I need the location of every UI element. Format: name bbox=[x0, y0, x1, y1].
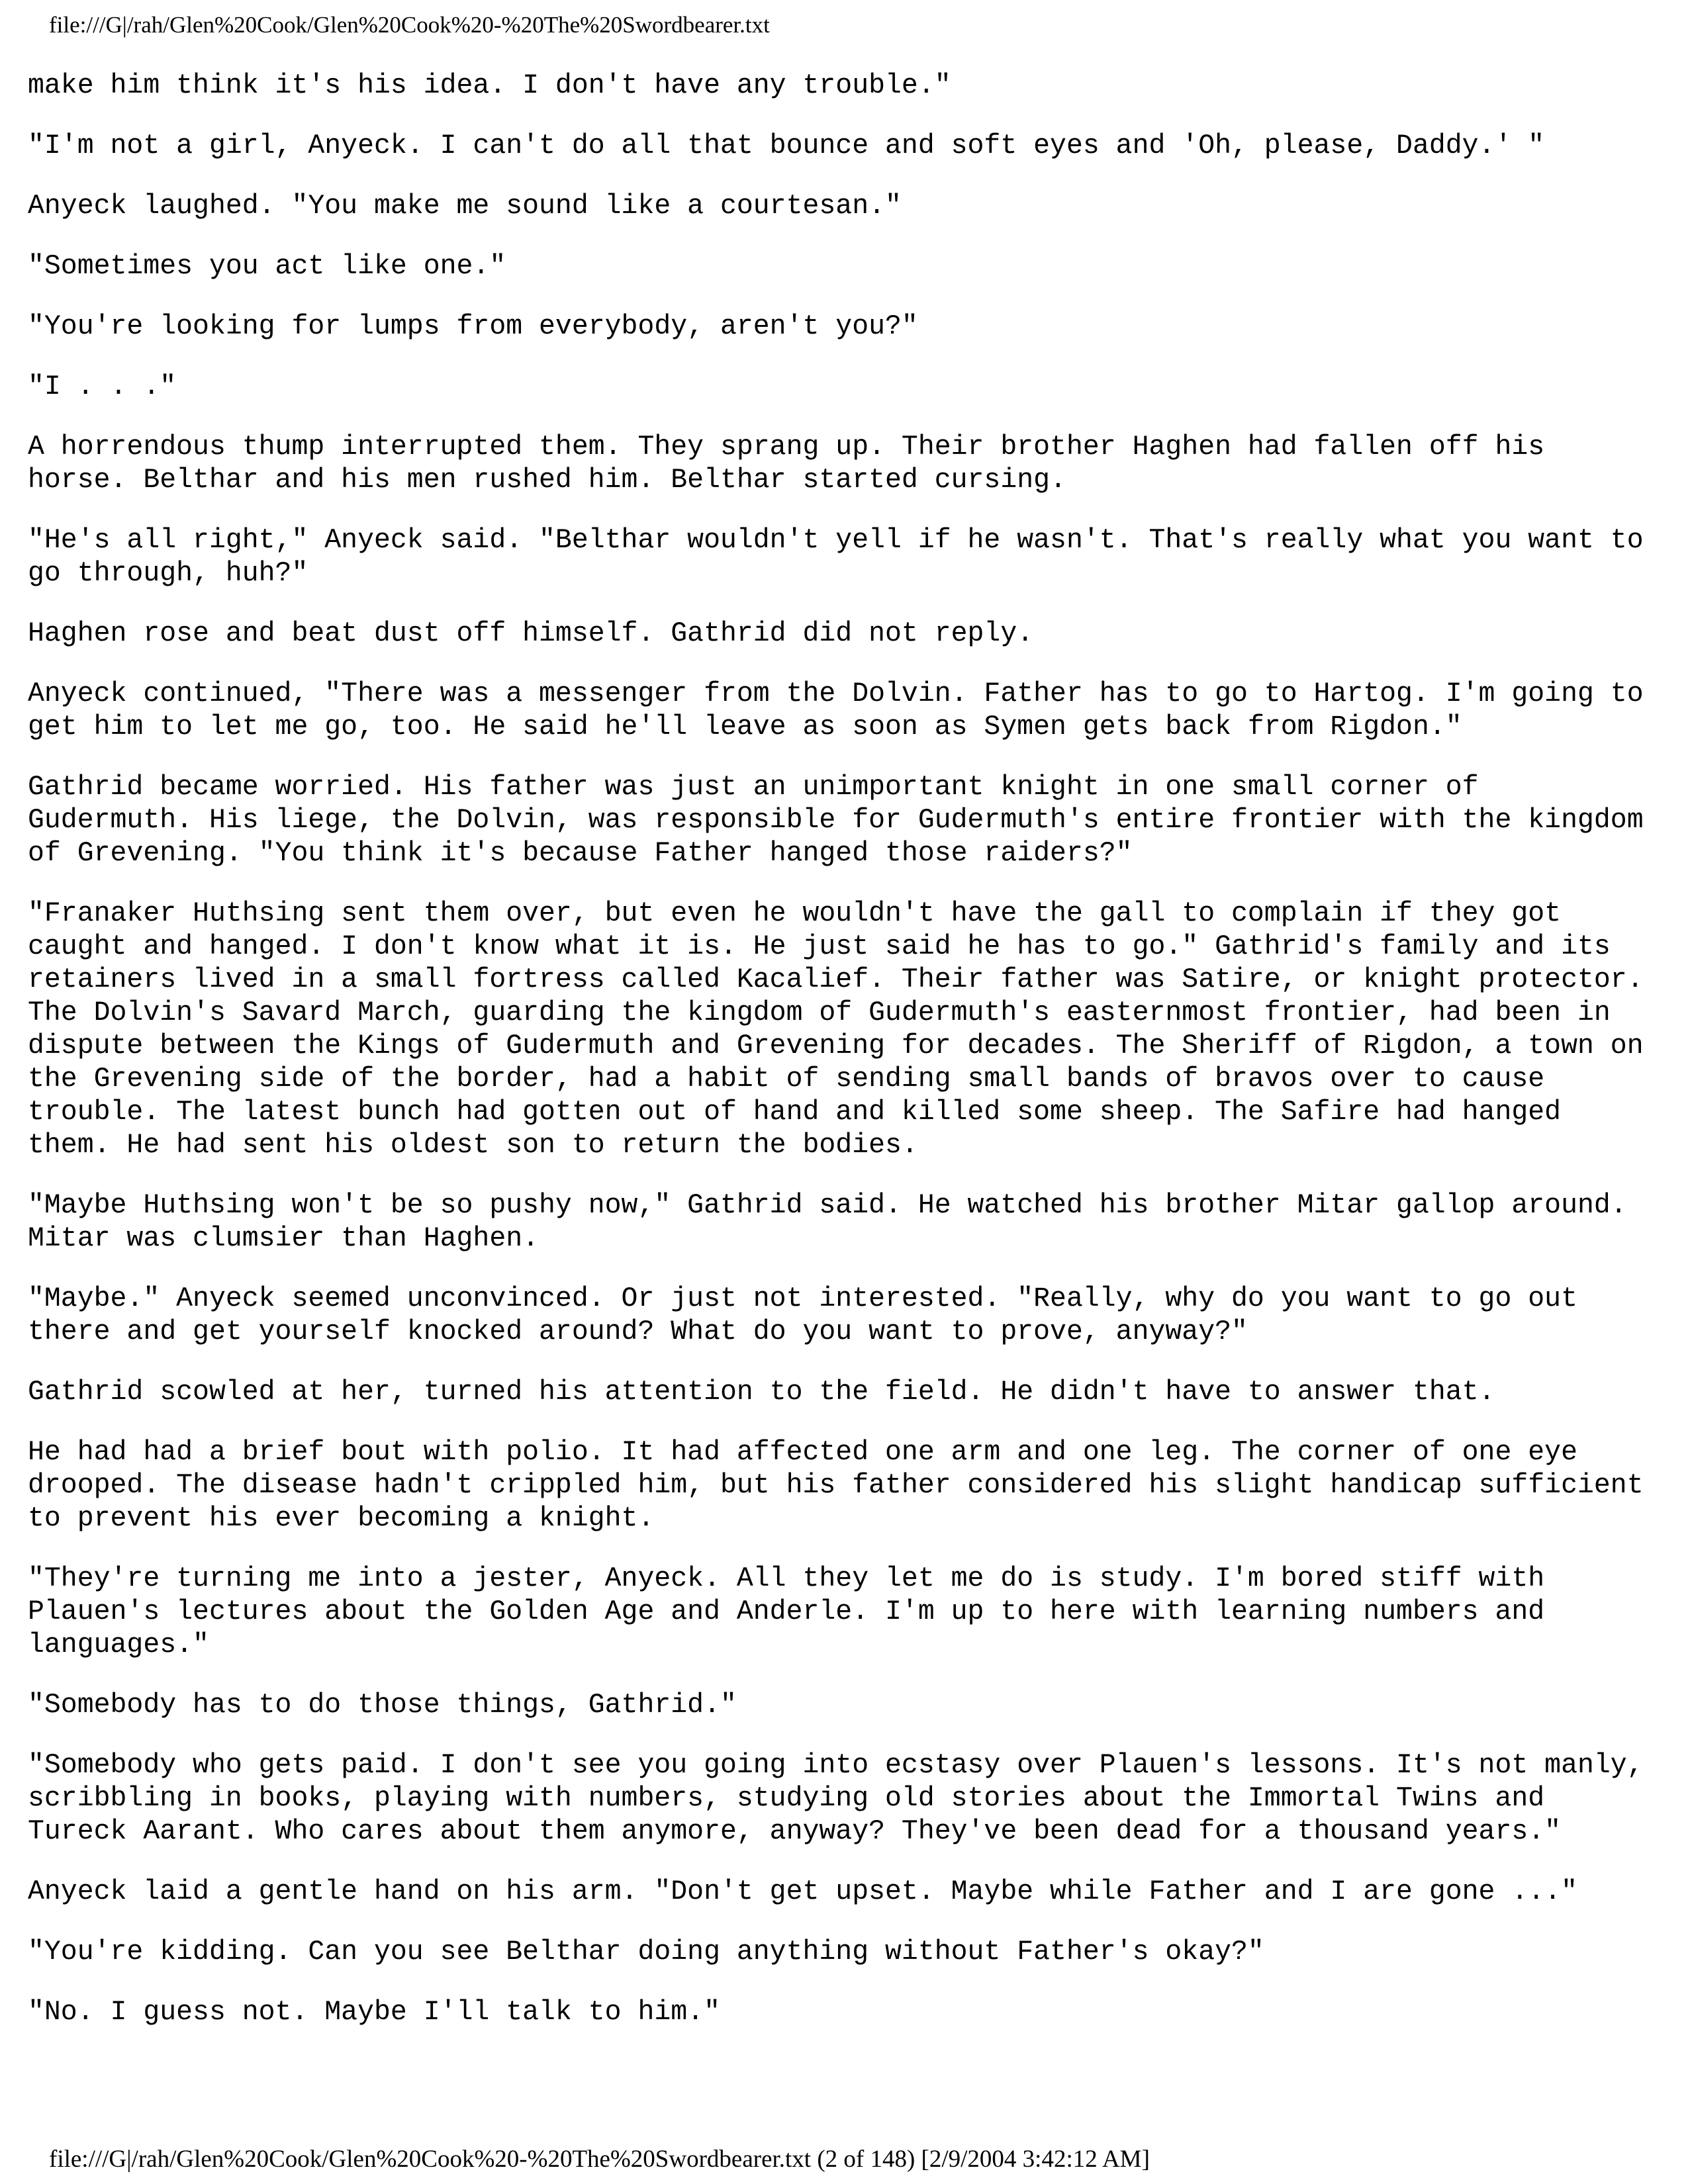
paragraph: "Somebody who gets paid. I don't see you going into ecstasy over Plauen's lessons. It's not manly, scribbling in books, playing with numbers, studying old stories about the Immortal Twins and Tureck Aarant. Who cares about them anymore, anyway? They've been dead for a thousand years." bbox=[28, 1750, 1644, 1847]
page-footer-url: file:///G|/rah/Glen%20Cook/Glen%20Cook%20-%20The%20Swordbearer.txt (2 of 148) [2/9/2004 3:42:12 AM] bbox=[49, 2146, 1150, 2173]
paragraph: Anyeck laughed. "You make me sound like a courtesan." bbox=[28, 191, 902, 222]
paragraph: "You're looking for lumps from everybody, aren't you?" bbox=[28, 311, 918, 342]
paragraph: "No. I guess not. Maybe I'll talk to him." bbox=[28, 1997, 720, 2028]
paragraph: A horrendous thump interrupted them. They sprang up. Their brother Haghen had fallen off his horse. Belthar and his men rushed him. Belthar started cursing. bbox=[28, 432, 1545, 496]
paragraph: "I'm not a girl, Anyeck. I can't do all that bounce and soft eyes and 'Oh, please, Daddy.' " bbox=[28, 130, 1545, 161]
paragraph: Anyeck laid a gentle hand on his arm. "Don't get upset. Maybe while Father and I are gone ..." bbox=[28, 1876, 1577, 1907]
paragraph: Gathrid became worried. His father was just an unimportant knight in one small corner of Gudermuth. His liege, the Dolvin, was responsible for Gudermuth's entire frontier with the kingdom of Grevening. "You think it's because Father hanged those raiders?" bbox=[28, 772, 1644, 869]
paragraph: make him think it's his idea. I don't have any trouble." bbox=[28, 70, 951, 101]
paragraph: "Maybe Huthsing won't be so pushy now," Gathrid said. He watched his brother Mitar gallop around. Mitar was clumsier than Haghen. bbox=[28, 1190, 1627, 1254]
paragraph: "You're kidding. Can you see Belthar doing anything without Father's okay?" bbox=[28, 1936, 1264, 1968]
paragraph: He had had a brief bout with polio. It had affected one arm and one leg. The corner of one eye drooped. The disease hadn't crippled him, but his father considered his slight handicap sufficient to prevent his ever becoming a knight. bbox=[28, 1437, 1644, 1534]
paragraph: Gathrid scowled at her, turned his attention to the field. He didn't have to answer that. bbox=[28, 1377, 1495, 1408]
paragraph: "I . . ." bbox=[28, 371, 177, 402]
paragraph: "Franaker Huthsing sent them over, but even he wouldn't have the gall to complain if they got caught and hanged. I don't know what it is. He just said he has to go." Gathrid's family and its retainers lived in a small fortress called Kacalief. Their father was Satire, or knight protector. The Dolvin's Savard March, guarding the kingdom of Gudermuth's easternmost frontier, had been in dispute between the Kings of Gudermuth and Grevening for decades. The Sheriff of Rigdon, a town on the Grevening side of the border, had a habit of sending small bands of bravos over to cause trouble. The latest bunch had gotten out of hand and killed some sheep. The Safire had hanged them. He had sent his oldest son to return the bodies. bbox=[28, 898, 1644, 1161]
paragraph: "He's all right," Anyeck said. "Belthar wouldn't yell if he wasn't. That's really what you want to go through, huh?" bbox=[28, 525, 1644, 589]
document-body bbox=[28, 69, 1663, 2056]
paragraph: "They're turning me into a jester, Anyeck. All they let me do is study. I'm bored stiff with Plauen's lectures about the Golden Age and Anderle. I'm up to here with learning numbers and languages." bbox=[28, 1563, 1545, 1661]
paragraph: "Sometimes you act like one." bbox=[28, 251, 506, 282]
paragraph: Haghen rose and beat dust off himself. Gathrid did not reply. bbox=[28, 618, 1034, 649]
page-header-url: file:///G|/rah/Glen%20Cook/Glen%20Cook%20-%20The%20Swordbearer.txt bbox=[49, 12, 770, 38]
paragraph: Anyeck continued, "There was a messenger from the Dolvin. Father has to go to Hartog. I'm going to get him to let me go, too. He said he'll leave as soon as Symen gets back from Rigdon." bbox=[28, 678, 1644, 743]
paragraph: "Maybe." Anyeck seemed unconvinced. Or just not interested. "Really, why do you want to go out there and get yourself knocked around? What do you want to prove, anyway?" bbox=[28, 1283, 1577, 1347]
paragraph: "Somebody has to do those things, Gathrid." bbox=[28, 1690, 737, 1721]
